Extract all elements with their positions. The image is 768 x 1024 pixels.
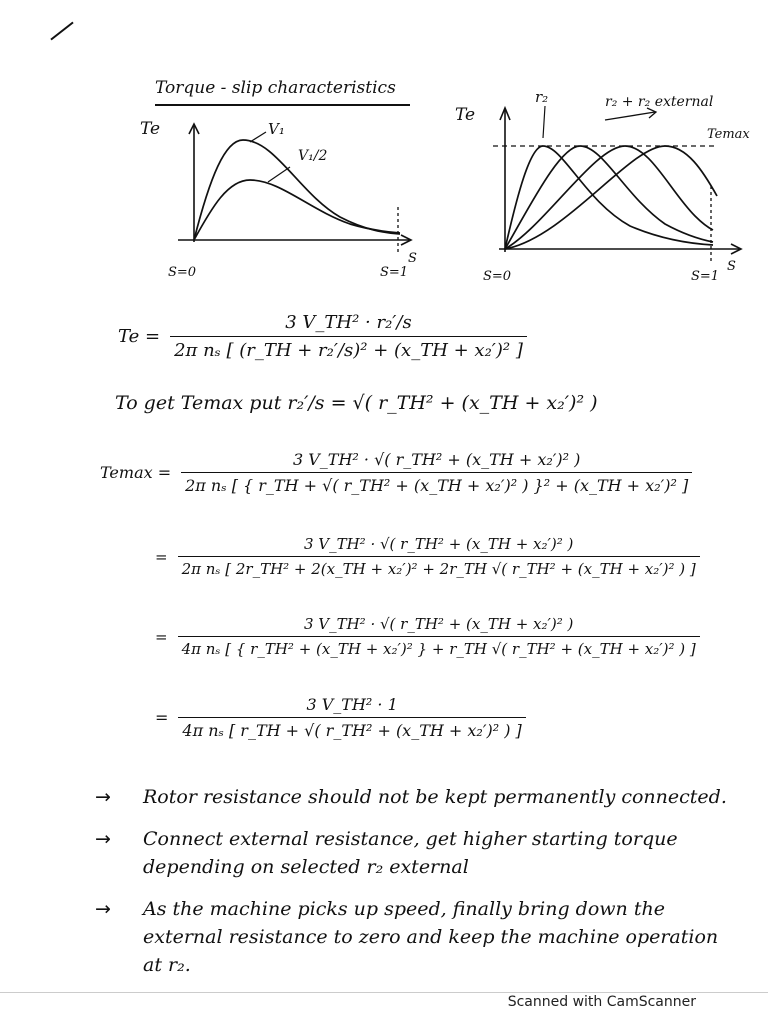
note-text-2: Connect external resistance, get higher starting torque depending on selected r₂ external <box>143 828 678 878</box>
left-label-pointer-v1 <box>250 132 266 142</box>
right-curve-r2 <box>505 146 713 249</box>
step3-numerator: 3 V_TH² · √( r_TH² + (x_TH + x₂′)² ) <box>178 615 700 637</box>
tmax-step-3 <box>155 615 700 658</box>
note-item <box>95 825 735 881</box>
left-curve-v1 <box>194 140 400 240</box>
right-x-end-label: S=1 <box>691 269 720 284</box>
left-label-pointer-v1-half <box>268 167 290 182</box>
note-item <box>95 895 735 979</box>
note-text-1: Rotor resistance should not be kept permanently connected. <box>143 786 727 808</box>
step2-numerator: 3 V_TH² · √( r_TH² + (x_TH + x₂′)² ) <box>178 535 700 557</box>
step4-numerator: 3 V_TH² · 1 <box>178 695 525 718</box>
note-text-3: As the machine picks up speed, finally bring down the external resistance to zero and keep the machine operation at r₂. <box>143 898 719 976</box>
right-x-axis-label: S <box>727 259 736 274</box>
right-curve-mid-2 <box>505 146 713 249</box>
right-external-label: r₂ + r₂ external <box>605 94 714 110</box>
right-tmax-label: Temax <box>707 127 750 142</box>
te-equation <box>118 312 527 361</box>
chart-right <box>455 86 755 286</box>
right-shift-arrow <box>605 112 655 120</box>
chart-left <box>140 112 430 287</box>
tmax-fraction <box>181 450 692 495</box>
tmax-lhs: Temax = <box>100 463 172 482</box>
note-item <box>95 783 735 811</box>
te-denominator: 2π nₛ [ (r_TH + r₂′/s)² + (x_TH + x₂′)² ] <box>174 340 523 361</box>
left-curve-label-v1: V₁ <box>268 120 285 138</box>
notes-list <box>95 783 735 993</box>
step2-denominator: 2π nₛ [ 2r_TH² + 2(x_TH + x₂′)² + 2r_TH √( r_TH² + (x_TH + x₂′)² ) ] <box>181 560 696 578</box>
te-numerator: 3 V_TH² · r₂′/s <box>170 312 527 337</box>
scanner-watermark: Scanned with CamScanner <box>507 994 696 1010</box>
right-r2-label: r₂ <box>535 88 549 106</box>
page-heading: Torque - slip characteristics <box>155 78 396 98</box>
heading-underline <box>155 104 410 106</box>
arrow-icon: → <box>95 786 111 808</box>
tmax-step-4 <box>155 695 526 740</box>
tmax-numerator: 3 V_TH² · √( r_TH² + (x_TH + x₂′)² ) <box>181 450 692 473</box>
step3-lhs: = <box>155 627 168 646</box>
left-x-start-label: S=0 <box>168 265 197 280</box>
pen-mark <box>50 22 73 41</box>
arrow-icon: → <box>95 898 111 920</box>
step3-denominator: 4π nₛ [ { r_TH² + (x_TH + x₂′)² } + r_TH √( r_TH² + (x_TH + x₂′)² ) ] <box>181 640 696 658</box>
te-lhs: Te = <box>118 326 161 347</box>
step3-fraction <box>178 615 700 658</box>
right-curve-mid-1 <box>505 146 713 249</box>
right-x-start-label: S=0 <box>483 269 512 284</box>
step4-denominator: 4π nₛ [ r_TH + √( r_TH² + (x_TH + x₂′)² ) ] <box>182 721 522 740</box>
arrow-icon: → <box>95 828 111 850</box>
left-y-axis-label: Te <box>140 119 161 139</box>
step2-lhs: = <box>155 547 168 566</box>
left-curve-v1-half <box>194 180 400 240</box>
te-fraction <box>170 312 527 361</box>
step4-lhs: = <box>155 708 169 727</box>
step4-fraction <box>178 695 525 740</box>
left-x-end-label: S=1 <box>380 265 409 280</box>
left-curve-label-v1-half: V₁/2 <box>298 148 328 164</box>
footer-divider <box>0 992 768 993</box>
tmax-denominator: 2π nₛ [ { r_TH + √( r_TH² + (x_TH + x₂′)² ) }² + (x_TH + x₂′)² ] <box>185 476 689 495</box>
tmax-equation <box>100 450 692 495</box>
right-r2-pointer <box>543 106 545 138</box>
right-y-axis-label: Te <box>455 105 476 125</box>
left-x-axis-label: S <box>408 251 417 266</box>
tmax-condition: To get Temax put r₂′/s = √( r_TH² + (x_TH + x₂′)² ) <box>115 392 598 414</box>
step2-fraction <box>178 535 700 578</box>
tmax-step-2 <box>155 535 700 578</box>
